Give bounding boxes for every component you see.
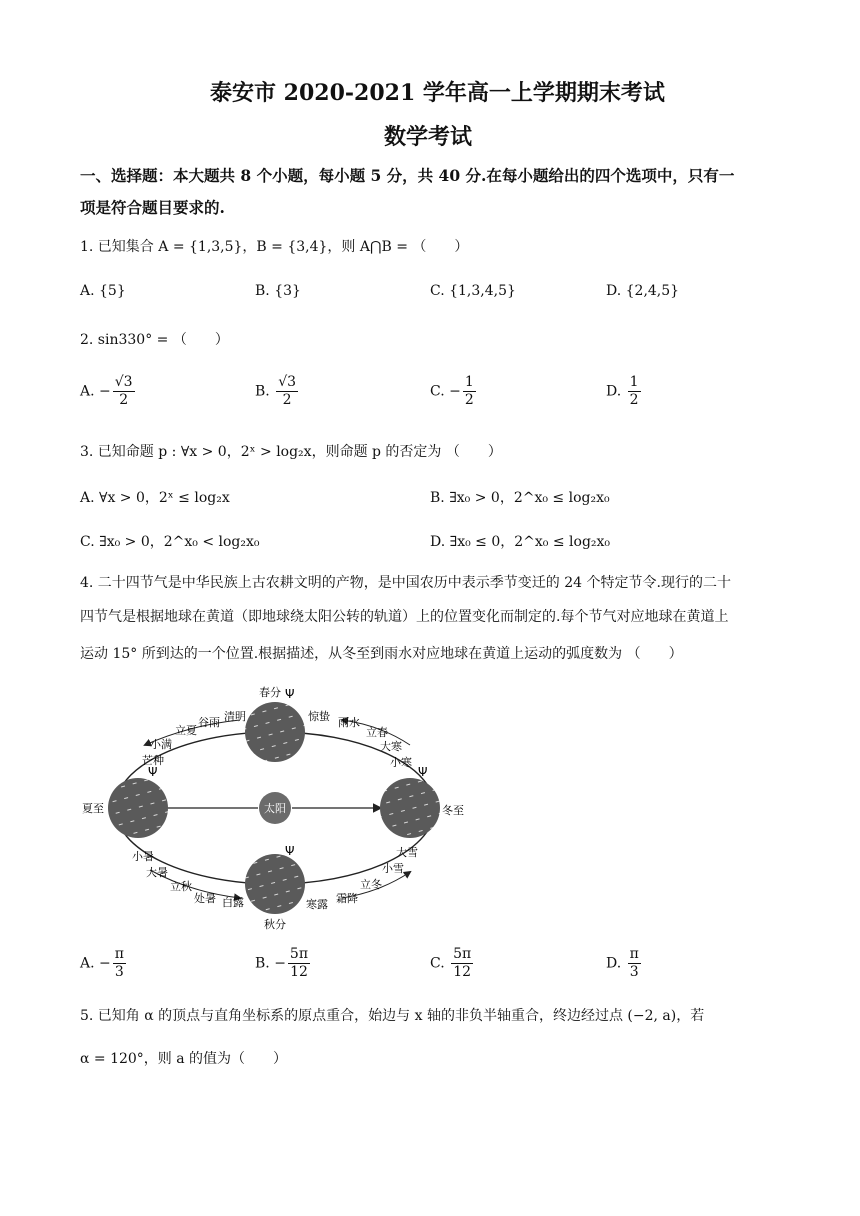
antenna-icon: Ψ (148, 765, 158, 779)
term-label: 大暑 (146, 866, 168, 879)
earth-left (108, 778, 168, 838)
question-3-option-b: B. ∃x₀ > 0，2^x₀ ≤ log₂x₀ (430, 490, 610, 506)
denominator: 2 (629, 391, 639, 408)
question-2-option-a (80, 374, 137, 409)
numerator: π (629, 946, 639, 962)
term-label: 立冬 (360, 878, 382, 891)
option-prefix: D. (606, 383, 626, 400)
label-autumn-equinox: 秋分 (264, 918, 286, 931)
page-subtitle: 数学考试 (384, 124, 473, 150)
question-5-line1: 5. 已知角 α 的顶点与直角坐标系的原点重合，始边与 x 轴的非负半轴重合，终边经过点 (−2, a)，若 (80, 1008, 705, 1024)
term-label: 寒露 (306, 898, 328, 911)
label-winter-solstice: 冬至 (442, 804, 464, 817)
denominator: 12 (290, 963, 308, 980)
question-4-option-d (606, 946, 643, 981)
denominator: 3 (629, 963, 639, 980)
term-label: 小暑 (132, 850, 154, 863)
term-label: 小满 (150, 738, 172, 751)
option-prefix: B. (255, 383, 275, 400)
fraction (113, 374, 135, 409)
term-label: 处暑 (194, 892, 216, 905)
label-spring-equinox: 春分 (259, 686, 281, 699)
term-label: 大雪 (396, 846, 418, 859)
term-label: 谷雨 (198, 716, 220, 729)
denominator: 2 (282, 391, 292, 408)
question-4-option-c (430, 946, 475, 981)
earth-bottom (245, 854, 305, 914)
term-label: 大寒 (380, 740, 402, 753)
earth-right (380, 778, 440, 838)
term-label: 小雪 (382, 862, 404, 875)
fraction (276, 374, 298, 409)
term-label: 立秋 (170, 880, 192, 893)
question-4-option-a (80, 946, 128, 981)
question-3-option-d: D. ∃x₀ ≤ 0，2^x₀ ≤ log₂x₀ (430, 534, 611, 550)
question-1-option-a: A. {5} (80, 283, 126, 299)
question-1-stem: 1. 已知集合 A = {1,3,5}，B = {3,4}，则 A⋂B = （ ） (80, 239, 469, 255)
question-4-option-b (255, 946, 312, 981)
numerator: π (114, 946, 124, 962)
question-1-option-b: B. {3} (255, 283, 301, 299)
fraction (628, 946, 641, 981)
question-3-option-a: A. ∀x > 0，2ˣ ≤ log₂x (80, 490, 230, 506)
denominator: 12 (453, 963, 472, 980)
solar-terms-diagram (80, 680, 480, 940)
label-summer-solstice: 夏至 (82, 802, 104, 815)
option-prefix: D. (606, 955, 626, 972)
option-prefix: A. − (80, 955, 111, 972)
numerator: 1 (464, 374, 474, 390)
question-5-line2: α = 120°，则 a 的值为（ ） (80, 1051, 288, 1067)
question-1-option-d: D. {2,4,5} (606, 283, 680, 299)
denominator: 2 (119, 391, 129, 408)
term-label: 惊蛰 (308, 710, 330, 723)
fraction (463, 374, 476, 409)
term-label: 白露 (222, 896, 244, 909)
term-label: 小寒 (390, 756, 412, 769)
sun-label: 太阳 (264, 802, 286, 815)
question-3-option-c: C. ∃x₀ > 0，2^x₀ < log₂x₀ (80, 534, 260, 550)
term-label: 芒种 (142, 754, 164, 767)
fraction (113, 946, 126, 981)
numerator: 1 (629, 374, 639, 390)
fraction (451, 946, 473, 981)
term-label: 清明 (224, 710, 246, 723)
numerator: √3 (114, 374, 133, 390)
question-2-option-d (606, 374, 643, 409)
question-2-stem: 2. sin330° = （ ） (80, 332, 229, 348)
section-heading-line1: 一、选择题：本大题共 8 个小题，每小题 5 分，共 40 分.在每小题给出的四个选项中，只有一 (80, 166, 735, 185)
antenna-icon: Ψ (418, 765, 428, 779)
earth-top (245, 702, 305, 762)
page-title: 泰安市 2020-2021 学年高一上学期期末考试 (210, 80, 665, 106)
numerator: 5π (453, 946, 472, 962)
question-4-line2: 四节气是根据地球在黄道（即地球绕太阳公转的轨道）上的位置变化而制定的.每个节气对应地球在黄道上 (80, 609, 729, 625)
denominator: 2 (464, 391, 474, 408)
option-prefix: B. − (255, 955, 286, 972)
section-heading-line2: 项是符合题目要求的. (80, 198, 225, 217)
question-3-stem: 3. 已知命题 p : ∀x > 0，2ˣ > log₂x，则命题 p 的否定为 （ ） (80, 444, 502, 460)
antenna-icon: Ψ (285, 844, 295, 858)
option-prefix: C. (430, 955, 450, 972)
term-label: 立夏 (175, 724, 197, 737)
option-prefix: A. − (80, 383, 111, 400)
option-prefix: C. − (430, 383, 461, 400)
term-label: 霜降 (336, 892, 358, 905)
term-label: 雨水 (338, 716, 360, 729)
question-4-line1: 4. 二十四节气是中华民族上古农耕文明的产物，是中国农历中表示季节变迁的 24 个特定节令.现行的二十 (80, 575, 731, 591)
question-4-line3: 运动 15° 所到达的一个位置.根据描述，从冬至到雨水对应地球在黄道上运动的弧度数为 （ ） (80, 646, 683, 662)
term-label: 立春 (366, 726, 388, 739)
fraction (288, 946, 310, 981)
question-1-option-c: C. {1,3,4,5} (430, 283, 516, 299)
question-2-option-c (430, 374, 478, 409)
denominator: 3 (114, 963, 124, 980)
fraction (628, 374, 641, 409)
numerator: √3 (278, 374, 297, 390)
antenna-icon: Ψ (285, 687, 295, 701)
numerator: 5π (289, 946, 309, 962)
question-2-option-b (255, 374, 300, 409)
